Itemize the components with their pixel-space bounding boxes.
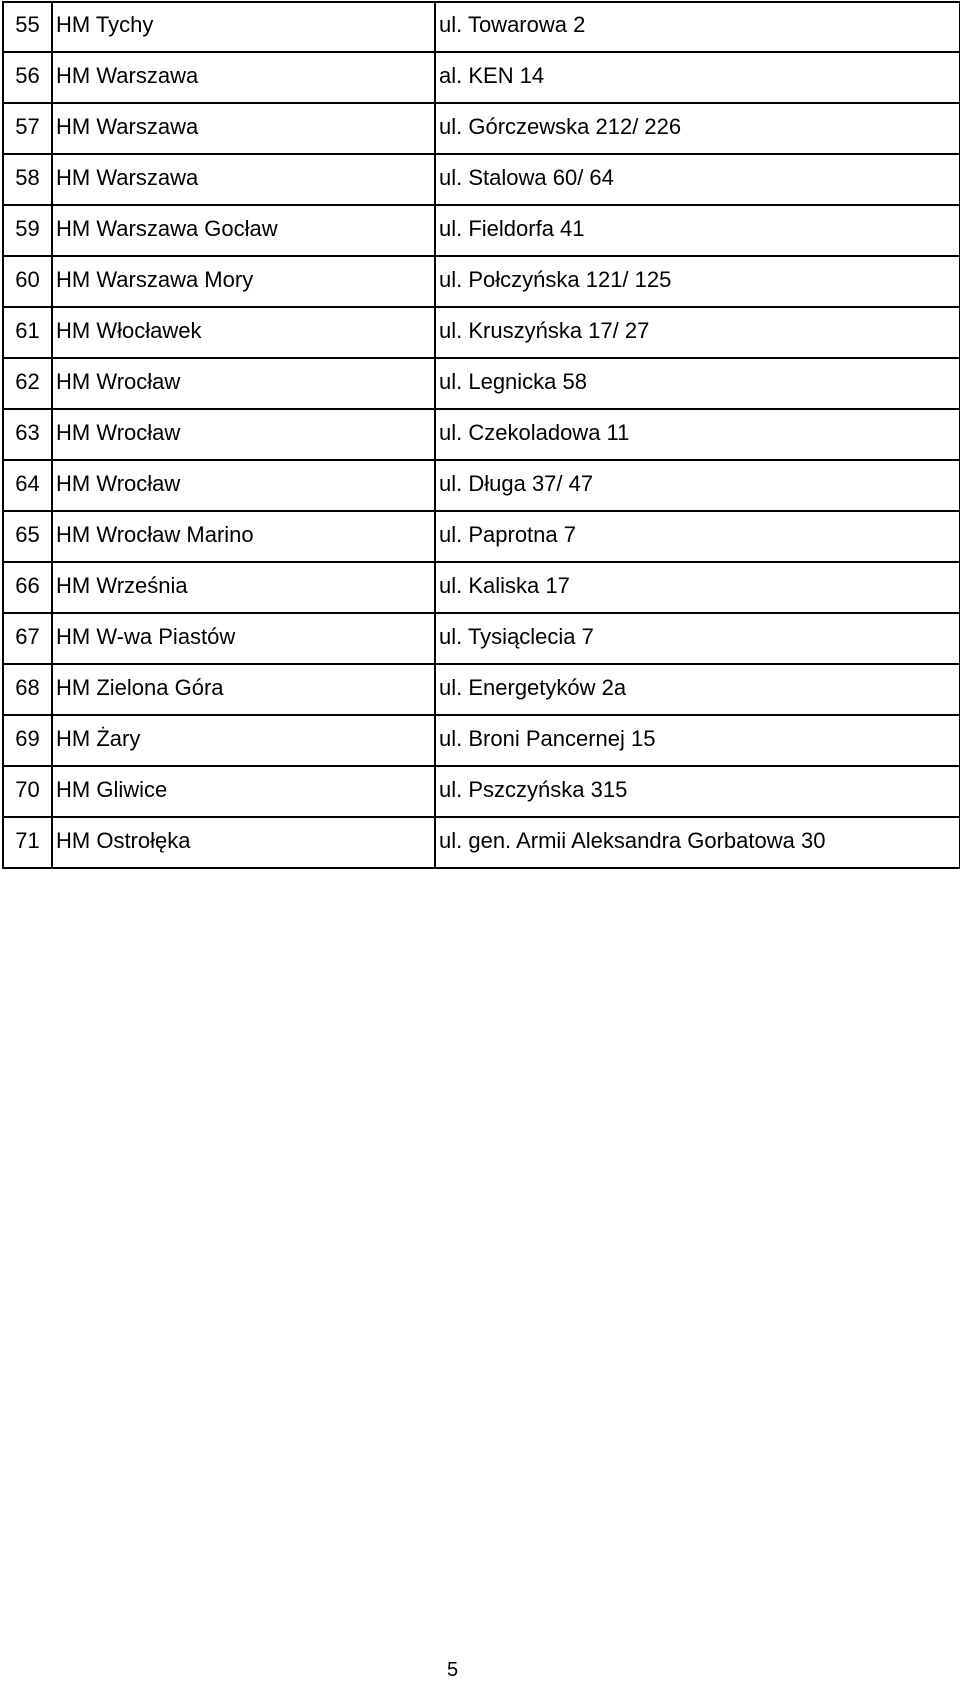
store-name-cell: HM Warszawa <box>52 103 435 154</box>
table-row <box>3 409 960 460</box>
store-address-cell: ul. Towarowa 2 <box>435 2 960 52</box>
table-row <box>3 307 960 358</box>
store-address-cell: ul. Pszczyńska 315 <box>435 766 960 817</box>
store-name-cell: HM Wrocław <box>52 358 435 409</box>
row-number-cell: 67 <box>3 613 52 664</box>
row-number-cell: 63 <box>3 409 52 460</box>
store-name-cell: HM Warszawa Gocław <box>52 205 435 256</box>
table-row <box>3 460 960 511</box>
store-address-cell: ul. Energetyków 2a <box>435 664 960 715</box>
table-row <box>3 2 960 52</box>
table-row <box>3 562 960 613</box>
row-number-cell: 69 <box>3 715 52 766</box>
store-name-cell: HM Gliwice <box>52 766 435 817</box>
store-address-cell: ul. Kruszyńska 17/ 27 <box>435 307 960 358</box>
store-name-cell: HM Warszawa <box>52 154 435 205</box>
store-name-cell: HM Warszawa <box>52 52 435 103</box>
store-name-cell: HM Wrocław <box>52 460 435 511</box>
store-name-cell: HM Wrocław <box>52 409 435 460</box>
table-row <box>3 205 960 256</box>
store-address-cell: ul. Legnicka 58 <box>435 358 960 409</box>
store-name-cell: HM Tychy <box>52 2 435 52</box>
store-address-cell: ul. Tysiąclecia 7 <box>435 613 960 664</box>
store-address-cell: ul. Paprotna 7 <box>435 511 960 562</box>
row-number-cell: 64 <box>3 460 52 511</box>
table-row <box>3 256 960 307</box>
table-row <box>3 715 960 766</box>
row-number-cell: 59 <box>3 205 52 256</box>
store-name-cell: HM Włocławek <box>52 307 435 358</box>
table-row <box>3 817 960 868</box>
table-row <box>3 664 960 715</box>
store-name-cell: HM Warszawa Mory <box>52 256 435 307</box>
store-name-cell: HM W-wa Piastów <box>52 613 435 664</box>
row-number-cell: 61 <box>3 307 52 358</box>
store-name-cell: HM Wrocław Marino <box>52 511 435 562</box>
table-row <box>3 52 960 103</box>
row-number-cell: 56 <box>3 52 52 103</box>
store-address-cell: ul. Połczyńska 121/ 125 <box>435 256 960 307</box>
page-number: 5 <box>447 1659 459 1681</box>
store-address-cell: ul. Górczewska 212/ 226 <box>435 103 960 154</box>
store-rows <box>3 2 960 868</box>
row-number-cell: 65 <box>3 511 52 562</box>
store-name-cell: HM Ostrołęka <box>52 817 435 868</box>
store-table <box>2 1 960 869</box>
table-row <box>3 358 960 409</box>
store-name-cell: HM Zielona Góra <box>52 664 435 715</box>
row-number-cell: 66 <box>3 562 52 613</box>
store-address-cell: ul. Stalowa 60/ 64 <box>435 154 960 205</box>
row-number-cell: 68 <box>3 664 52 715</box>
store-address-cell: ul. Długa 37/ 47 <box>435 460 960 511</box>
store-name-cell: HM Żary <box>52 715 435 766</box>
store-address-cell: ul. gen. Armii Aleksandra Gorbatowa 30 <box>435 817 960 868</box>
row-number-cell: 70 <box>3 766 52 817</box>
row-number-cell: 60 <box>3 256 52 307</box>
store-address-cell: ul. Czekoladowa 11 <box>435 409 960 460</box>
row-number-cell: 55 <box>3 2 52 52</box>
table-row <box>3 154 960 205</box>
store-address-cell: ul. Kaliska 17 <box>435 562 960 613</box>
table-row <box>3 766 960 817</box>
row-number-cell: 62 <box>3 358 52 409</box>
store-address-cell: ul. Fieldorfa 41 <box>435 205 960 256</box>
table-row <box>3 511 960 562</box>
row-number-cell: 57 <box>3 103 52 154</box>
store-address-cell: al. KEN 14 <box>435 52 960 103</box>
table-row <box>3 103 960 154</box>
store-address-cell: ul. Broni Pancernej 15 <box>435 715 960 766</box>
table-row <box>3 613 960 664</box>
row-number-cell: 58 <box>3 154 52 205</box>
store-name-cell: HM Września <box>52 562 435 613</box>
row-number-cell: 71 <box>3 817 52 868</box>
